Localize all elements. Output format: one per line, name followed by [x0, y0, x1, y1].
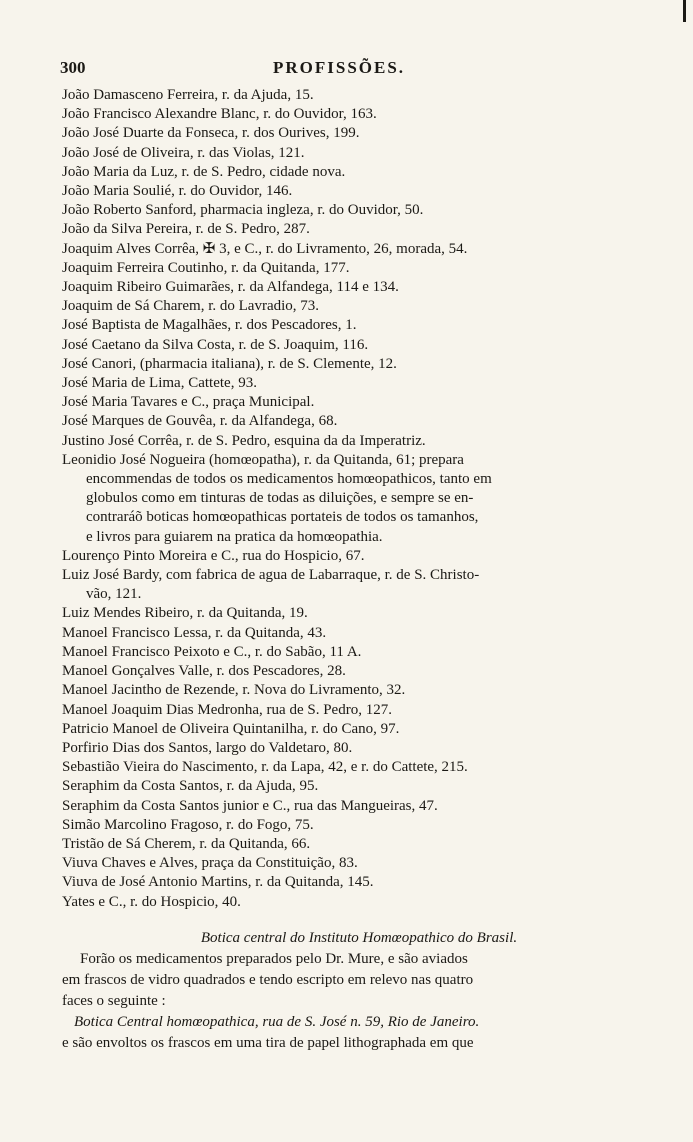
section-paragraph-line: faces o seguinte : [62, 993, 166, 1009]
section-paragraph-line: em frascos de vidro quadrados e tendo escripto em relevo nas quatro [62, 972, 474, 988]
directory-entry: José Maria de Lima, Cattete, 93. [62, 375, 257, 392]
page-number: 300 [60, 58, 86, 77]
directory-entry: Patricio Manoel de Oliveira Quintanilha, r. do Cano, 97. [62, 720, 400, 737]
directory-entry: Sebastião Vieira do Nascimento, r. da Lapa, 42, e r. do Cattete, 215. [62, 759, 468, 776]
directory-entry: João Maria Soulié, r. do Ouvidor, 146. [62, 183, 293, 200]
directory-entry: José Canori, (pharmacia italiana), r. de S. Clemente, 12. [62, 355, 397, 372]
page-edge-mark [683, 0, 686, 22]
running-title: PROFISSÕES. [273, 58, 406, 77]
directory-entry-continuation: contraráõ boticas homœopathicas portateis de todos os tamanhos, [86, 509, 479, 526]
section-paragraph-line: Forão os medicamentos preparados pelo Dr. Mure, e são aviados [80, 951, 468, 967]
directory-entry: Seraphim da Costa Santos junior e C., rua das Mangueiras, 47. [62, 797, 438, 814]
directory-entry: Yates e C., r. do Hospicio, 40. [62, 893, 241, 910]
section-paragraph-line: e são envoltos os frascos em uma tira de papel lithographada em que [62, 1035, 474, 1051]
directory-entry: Leonidio José Nogueira (homœopatha), r. da Quitanda, 61; prepara [62, 451, 464, 468]
directory-entry-continuation: e livros para guiarem na pratica da homœopathia. [86, 528, 383, 545]
directory-entry-continuation: encommendas de todos os medicamentos homœopathicos, tanto em [86, 471, 492, 488]
directory-entry: José Maria Tavares e C., praça Municipal. [62, 394, 315, 411]
directory-entry: Seraphim da Costa Santos, r. da Ajuda, 95. [62, 778, 319, 795]
directory-entry: Manoel Gonçalves Valle, r. dos Pescadores, 28. [62, 663, 346, 680]
directory-entry: Porfirio Dias dos Santos, largo do Valdetaro, 80. [62, 739, 353, 756]
directory-entry: Simão Marcolino Fragoso, r. do Fogo, 75. [62, 816, 314, 833]
directory-entry: José Caetano da Silva Costa, r. de S. Joaquim, 116. [62, 336, 369, 353]
section-heading: Botica central do Instituto Homœopathico do Brasil. [200, 930, 518, 946]
directory-entry: Joaquim Ribeiro Guimarães, r. da Alfandega, 114 e 134. [62, 279, 399, 296]
directory-entry: Justino José Corrêa, r. de S. Pedro, esquina da da Imperatriz. [62, 432, 426, 449]
botica-section [62, 928, 632, 1054]
directory-entry: Manoel Francisco Peixoto e C., r. do Sabão, 11 A. [62, 643, 362, 660]
directory-entry: José Baptista de Magalhães, r. dos Pescadores, 1. [62, 317, 357, 334]
directory-list [62, 86, 632, 912]
directory-entry: João José de Oliveira, r. das Violas, 121. [62, 144, 305, 161]
directory-entry: Luiz José Bardy, com fabrica de agua de Labarraque, r. de S. Christo- [62, 567, 480, 584]
directory-entry: João da Silva Pereira, r. de S. Pedro, 287. [62, 221, 310, 238]
directory-entry: Manoel Jacintho de Rezende, r. Nova do Livramento, 32. [62, 682, 406, 699]
directory-entry: João Damasceno Ferreira, r. da Ajuda, 15. [62, 87, 314, 103]
page-header [60, 58, 635, 82]
directory-entry: João José Duarte da Fonseca, r. dos Ourives, 199. [62, 125, 360, 142]
directory-entry: José Marques de Gouvêa, r. da Alfandega, 68. [62, 413, 338, 430]
directory-entry: Viuva Chaves e Alves, praça da Constituição, 83. [62, 855, 358, 872]
directory-entry-continuation: globulos como em tinturas de todas as diluições, e sempre se en- [86, 490, 474, 507]
directory-entry: Joaquim Ferreira Coutinho, r. da Quitanda, 177. [62, 259, 350, 276]
directory-entry: Joaquim Alves Corrêa, ✠ 3, e C., r. do Livramento, 26, morada, 54. [62, 240, 468, 257]
directory-entry: João Maria da Luz, r. de S. Pedro, cidade nova. [62, 163, 346, 180]
directory-entry: Luiz Mendes Ribeiro, r. da Quitanda, 19. [62, 605, 308, 622]
directory-entry: Manoel Francisco Lessa, r. da Quitanda, 43. [62, 624, 327, 641]
section-inscription-line: Botica Central homœopathica, rua de S. José n. 59, Rio de Janeiro. [74, 1014, 480, 1030]
directory-entry: Joaquim de Sá Charem, r. do Lavradio, 73. [62, 298, 320, 315]
directory-entry: João Francisco Alexandre Blanc, r. do Ouvidor, 163. [62, 106, 377, 123]
directory-entry: Viuva de José Antonio Martins, r. da Quitanda, 145. [62, 874, 374, 891]
directory-entry: Manoel Joaquim Dias Medronha, rua de S. Pedro, 127. [62, 701, 392, 718]
directory-entry-continuation: vão, 121. [86, 586, 142, 603]
directory-entry: Lourenço Pinto Moreira e C., rua do Hospicio, 67. [62, 547, 365, 564]
directory-entry: João Roberto Sanford, pharmacia ingleza, r. do Ouvidor, 50. [62, 202, 424, 219]
directory-entry: Tristão de Sá Cherem, r. da Quitanda, 66. [62, 835, 311, 852]
